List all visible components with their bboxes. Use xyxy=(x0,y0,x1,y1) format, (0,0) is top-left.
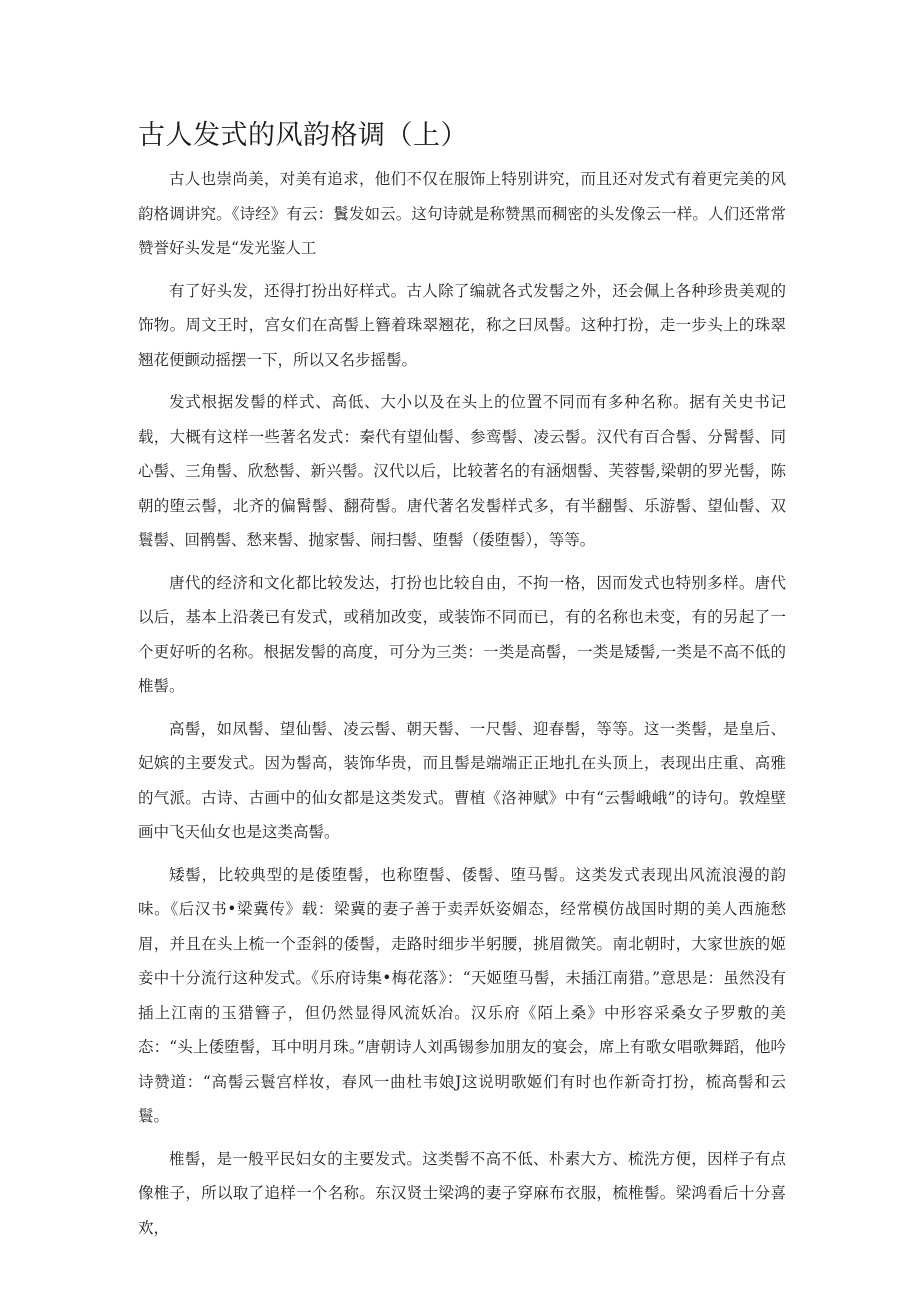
article-body xyxy=(138,162,786,1253)
paragraph: 矮髻，比较典型的是倭堕髻，也称堕髻、倭髻、堕马髻。这类发式表现出风流浪漫的韵味。《后汉书•梁冀传》载：梁冀的妻子善于卖弄妖姿媚态，经常模仿战国时期的美人西施愁眉，并且在头上梳一个歪斜的倭髻，走路时细步半躬腰，挑眉微笑。南北朝时，大家世族的姬妾中十分流行这种发式。《乐府诗集•梅花落》：“天姬堕马髻，未插江南猎。”意思是：虽然没有插上江南的玉猎簪子，但仍然显得风流妖冶。汉乐府《陌上桑》中形容采桑女子罗敷的美态：“头上倭堕髻，耳中明月珠。”唐朝诗人刘禹锡参加朋友的宴会，席上有歌女唱歌舞蹈，他吟诗赞道：“高髻云鬟宫样妆，春风一曲杜韦娘J这说明歌姬们有时也作新奇打扮，梳高髻和云鬟。 xyxy=(138,865,786,1125)
paragraph: 有了好头发，还得打扮出好样式。古人除了编就各式发髻之外，还会佩上各种珍贵美观的饰物。周文王时，宫女们在高髻上簪着珠翠翘花，称之曰凤髻。这种打扮，走一步头上的珠翠翘花便颤动摇摆一下，所以又名步摇髻。 xyxy=(138,281,786,369)
paragraph: 古人也崇尚美，对美有追求，他们不仅在服饰上特别讲究，而且还对发式有着更完美的风韵格调讲究。《诗经》有云：鬒发如云。这句诗就是称赞黑而稠密的头发像云一样。人们还常常赞誉好头发是“发光鉴人工 xyxy=(138,170,786,257)
paragraph: 高髻，如凤髻、望仙髻、凌云髻、朝天髻、一尺髻、迎春髻，等等。这一类髻，是皇后、妃嫔的主要发式。因为髻高，装饰华贵，而且髻是端端正正地扎在头顶上，表现出庄重、高雅的气派。古诗、古画中的仙女都是这类发式。曹植《洛神赋》中有“云髻峨峨”的诗句。敦煌壁画中飞天仙女也是这类高髻。 xyxy=(138,719,786,841)
paragraph: 发式根据发髻的样式、高低、大小以及在头上的位置不同而有多种名称。据有关史书记载，大概有这样一些著名发式：秦代有望仙髻、参鸾髻、凌云髻。汉代有百合髻、分髾髻、同心髻、三角髻、欣愁髻、新兴髻。汉代以后，比较著名的有涵烟髻、芙蓉髻,梁朝的罗光髻，陈朝的堕云髻，北齐的偏髾髻、翻荷髻。唐代著名发髻样式多，有半翻髻、乐游髻、望仙髻、双鬟髻、回鹘髻、愁来髻、抛家髻、闹扫髻、堕髻（倭堕髻），等等。 xyxy=(138,393,786,549)
paragraph: 唐代的经济和文化都比较发达，打扮也比较自由，不拘一格，因而发式也特别多样。唐代以后，基本上沿袭已有发式，或稍加改变，或装饰不同而已，有的名称也未变，有的另起了一个更好听的名称。根据发髻的高度，可分为三类：一类是高髻，一类是矮髻,一类是不高不低的椎髻。 xyxy=(138,573,786,695)
paragraph: 椎髻，是一般平民妇女的主要发式。这类髻不高不低、朴素大方、梳洗方便，因样子有点像椎子，所以取了追样一个名称。东汉贤士梁鸿的妻子穿麻布衣服，梳椎髻。梁鸿看后十分喜欢， xyxy=(138,1149,786,1237)
page-title: 古人发式的风韵格调（上） xyxy=(138,120,468,151)
